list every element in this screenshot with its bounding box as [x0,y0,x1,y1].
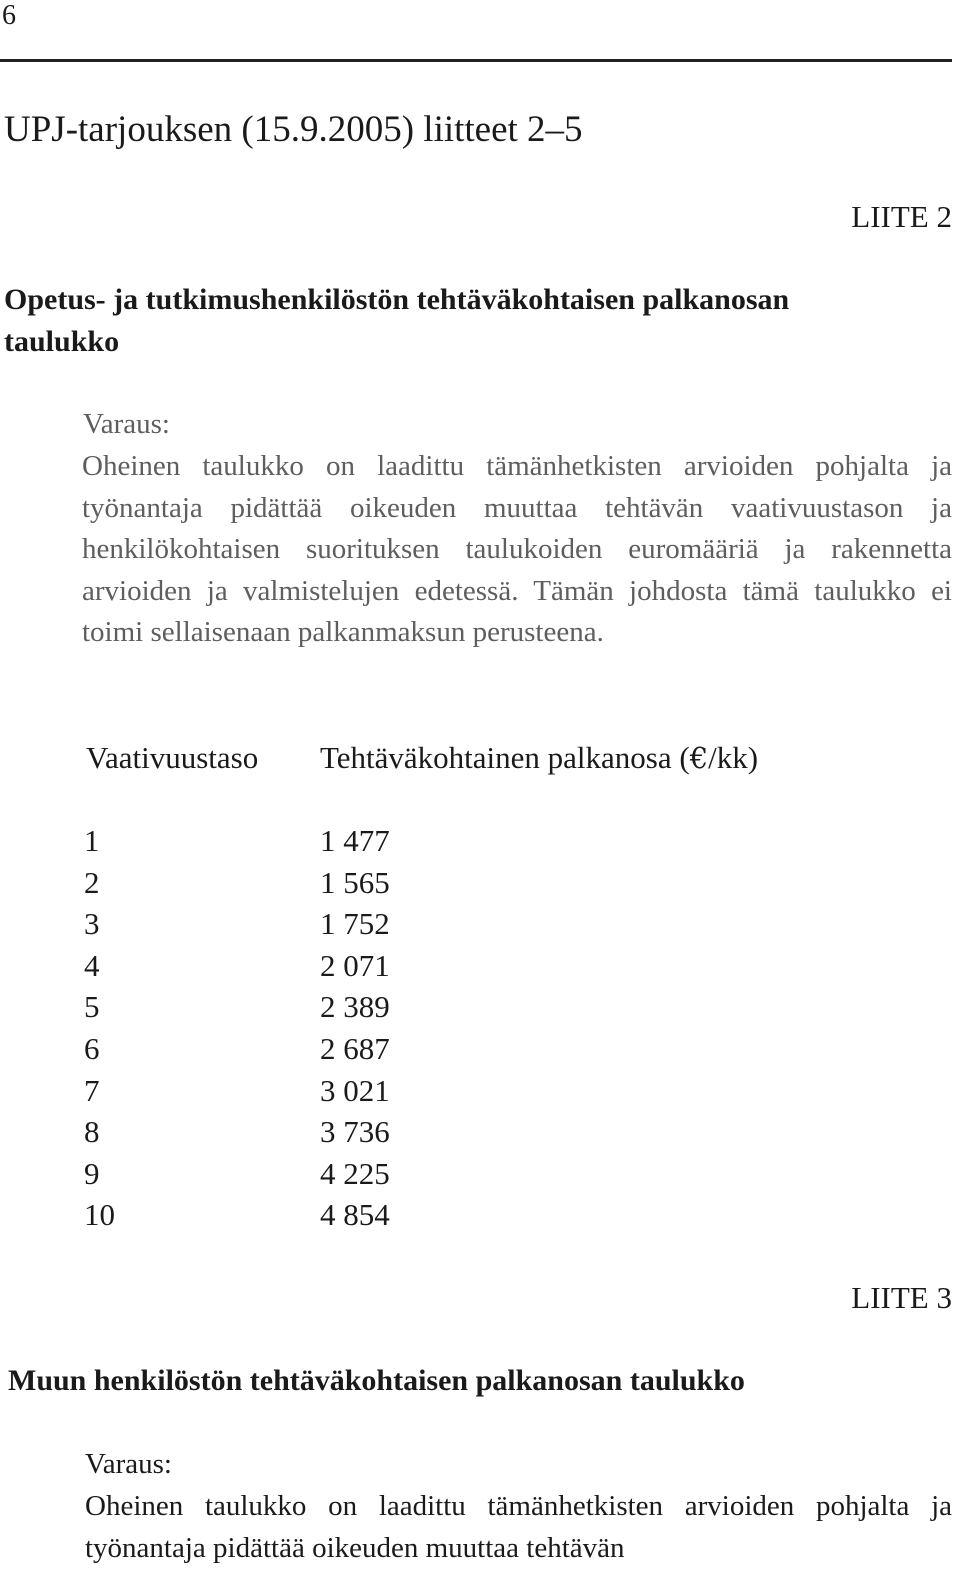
column-header-amount-prefix: Tehtäväkohtainen palkanosa ( [320,740,690,775]
document-title: UPJ-tarjouksen (15.9.2005) liitteet 2–5 [4,109,583,150]
amount-cell: 2 389 [320,989,390,1025]
appendix-3-label: LIITE 3 [851,1280,952,1315]
appendix-2-heading-line1: Opetus- ja tutkimushenkilöstön tehtäväkohtaisen palkanosan [4,283,790,316]
level-cell: 2 [84,864,100,900]
amount-cell: 2 071 [320,947,390,983]
amount-cell: 4 225 [320,1155,390,1191]
level-cell: 7 [84,1072,100,1108]
appendix-2-note-text: Oheinen taulukko on laadittu tämänhetkisten arvioiden pohjalta ja työnantaja pidättää oikeuden muuttaa tehtävän vaativuustason ja henkilökohtaisen suorituksen taulukoiden euromääriä ja rakennetta arvioiden ja valmistelujen edetessä. Tämän johdosta tämä taulukko ei toimi sellaisenaan palkanmaksun perusteena. [82,450,952,648]
amount-cell: 1 477 [320,823,390,858]
level-cell: 10 [84,1197,115,1233]
level-cell: 3 [84,906,100,942]
amount-cell: 3 021 [320,1072,390,1108]
amount-cell: 3 736 [320,1114,390,1150]
amount-cell: 1 565 [320,864,390,900]
level-cell: 5 [84,989,100,1025]
appendix-3-heading: Muun henkilöstön tehtäväkohtaisen palkanosan taulukko [8,1364,745,1397]
level-cell: 9 [84,1155,100,1191]
appendix-2-label: LIITE 2 [851,199,952,234]
amount-cell: 1 752 [320,906,390,942]
level-cell: 4 [84,947,100,983]
page-number: 6 [2,0,16,31]
appendix-2-note-label: Varaus: [83,408,170,440]
level-cell: 6 [84,1030,100,1066]
appendix-2-heading-line2: taulukko [4,325,120,358]
level-cell: 8 [84,1114,100,1150]
column-header-amount [320,740,758,776]
euro-symbol: € [689,741,709,775]
level-cell: 1 [84,823,100,858]
appendix-3-note-text: Oheinen taulukko on laadittu tämänhetkisten arvioiden pohjalta ja työnantaja pidättää oikeuden muuttaa tehtävän [85,1490,952,1564]
appendix-3-note-label: Varaus: [85,1448,172,1480]
amount-cell: 2 687 [320,1030,390,1066]
column-header-level: Vaativuustaso [86,740,259,775]
amount-cell: 4 854 [320,1197,390,1233]
column-header-amount-suffix: /kk) [708,740,759,775]
header-rule [0,59,952,62]
